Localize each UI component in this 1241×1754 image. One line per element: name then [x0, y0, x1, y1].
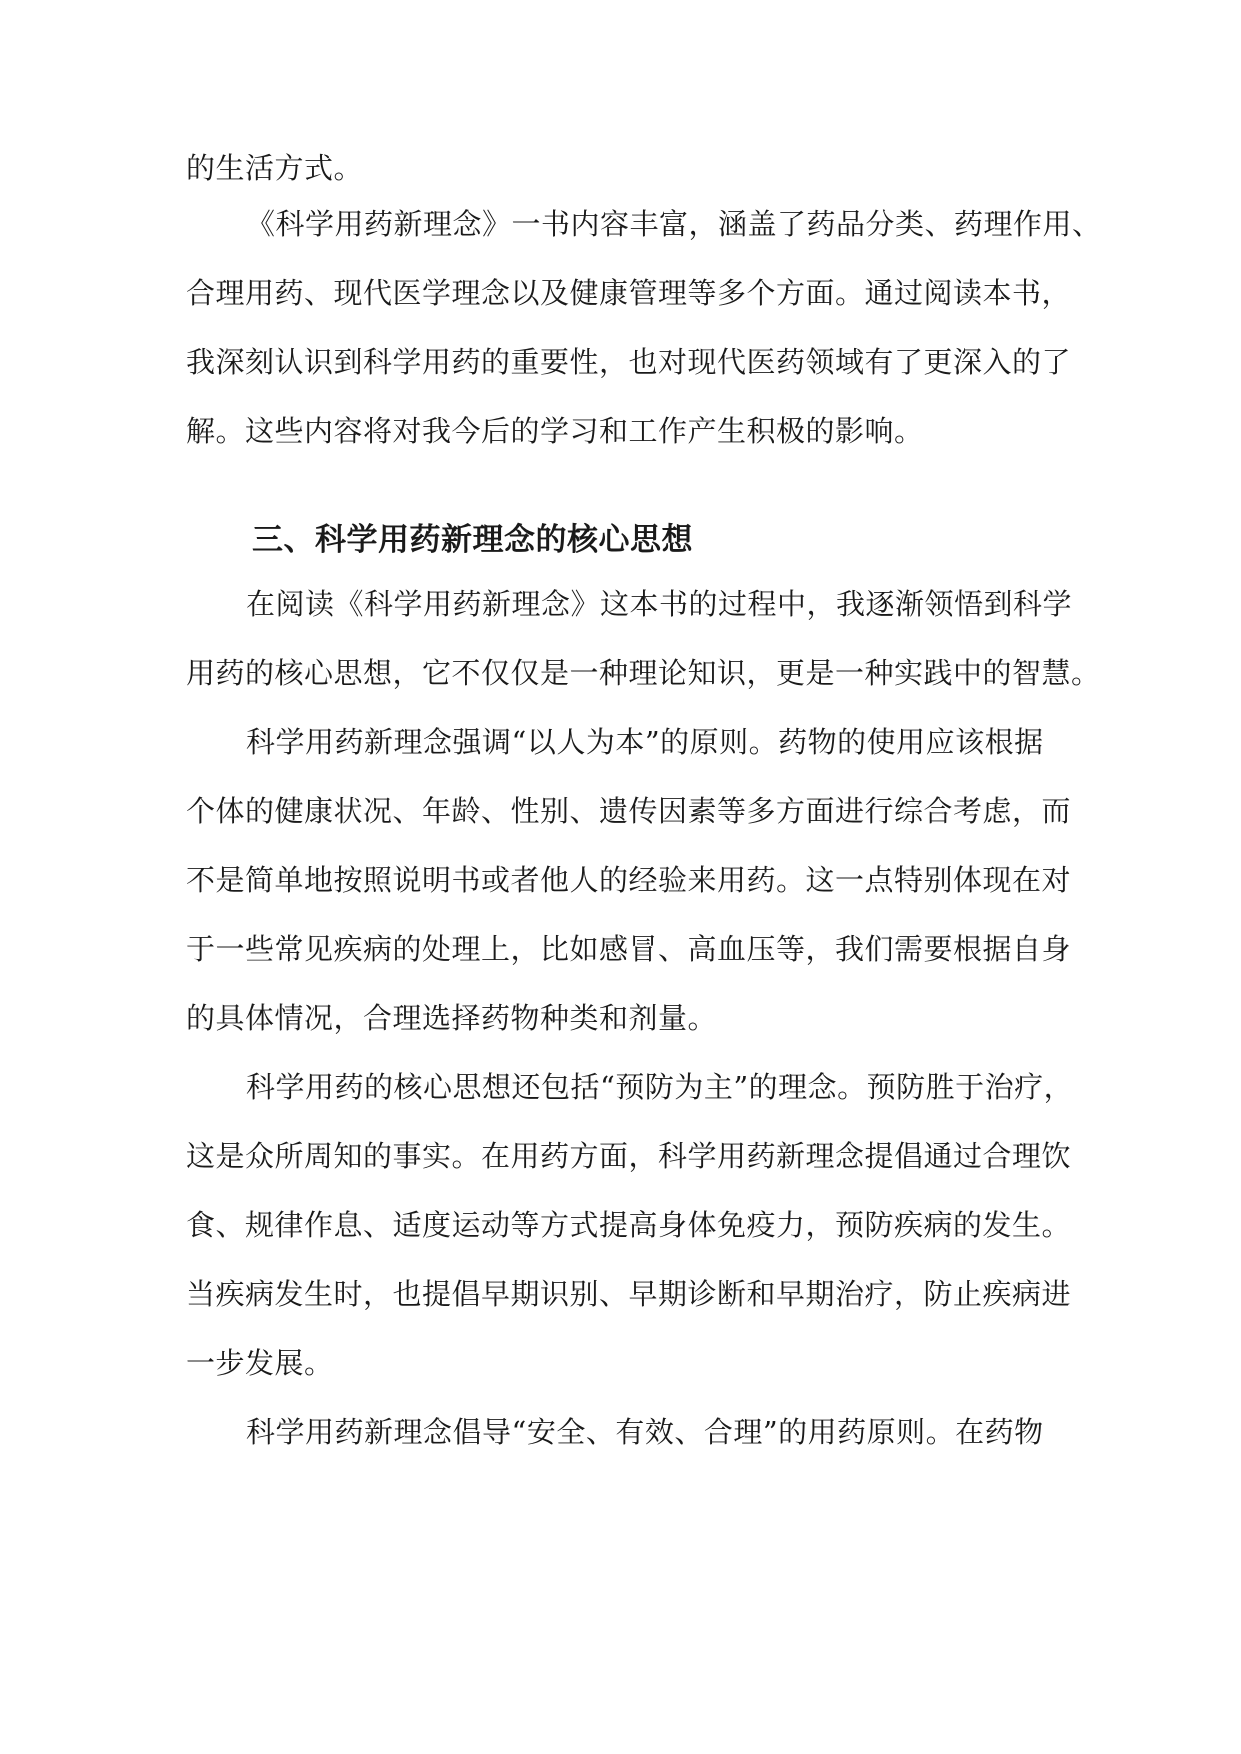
paragraph-line: 当疾病发生时，也提倡早期识别、早期诊断和早期治疗，防止疾病进: [186, 1277, 1072, 1311]
paragraph-line: 我深刻认识到科学用药的重要性，也对现代医药领域有了更深入的了: [186, 345, 1072, 379]
paragraph-line: 这是众所周知的事实。在用药方面，科学用药新理念提倡通过合理饮: [186, 1139, 1072, 1173]
paragraph-line: 个体的健康状况、年龄、性别、遗传因素等多方面进行综合考虑，而: [186, 794, 1072, 828]
paragraph-line: 合理用药、现代医学理念以及健康管理等多个方面。通过阅读本书，: [186, 276, 1072, 310]
paragraph-line: 《科学用药新理念》一书内容丰富，涵盖了药品分类、药理作用、: [246, 207, 1102, 241]
paragraph-line: 不是简单地按照说明书或者他人的经验来用药。这一点特别体现在对: [186, 863, 1072, 897]
paragraph-line: 的具体情况，合理选择药物种类和剂量。: [186, 1001, 718, 1035]
paragraph-line: 一步发展。: [186, 1346, 334, 1380]
paragraph-line: 科学用药的核心思想还包括“预防为主”的理念。预防胜于治疗，: [246, 1070, 1074, 1104]
paragraph-line: 科学用药新理念倡导“安全、有效、合理”的用药原则。在药物: [246, 1415, 1044, 1449]
paragraph-line: 食、规律作息、适度运动等方式提高身体免疫力，预防疾病的发生。: [186, 1208, 1072, 1242]
paragraph-line: 科学用药新理念强调“以人为本”的原则。药物的使用应该根据: [246, 725, 1044, 759]
section-heading: 三、科学用药新理念的核心思想: [252, 522, 693, 558]
paragraph-line: 于一些常见疾病的处理上，比如感冒、高血压等，我们需要根据自身: [186, 932, 1072, 966]
opening-line: 的生活方式。: [186, 151, 364, 185]
paragraph-line: 解。这些内容将对我今后的学习和工作产生积极的影响。: [186, 414, 924, 448]
paragraph-line: 用药的核心思想，它不仅仅是一种理论知识，更是一种实践中的智慧。: [186, 656, 1101, 690]
paragraph-line: 在阅读《科学用药新理念》这本书的过程中，我逐渐领悟到科学: [246, 587, 1073, 621]
